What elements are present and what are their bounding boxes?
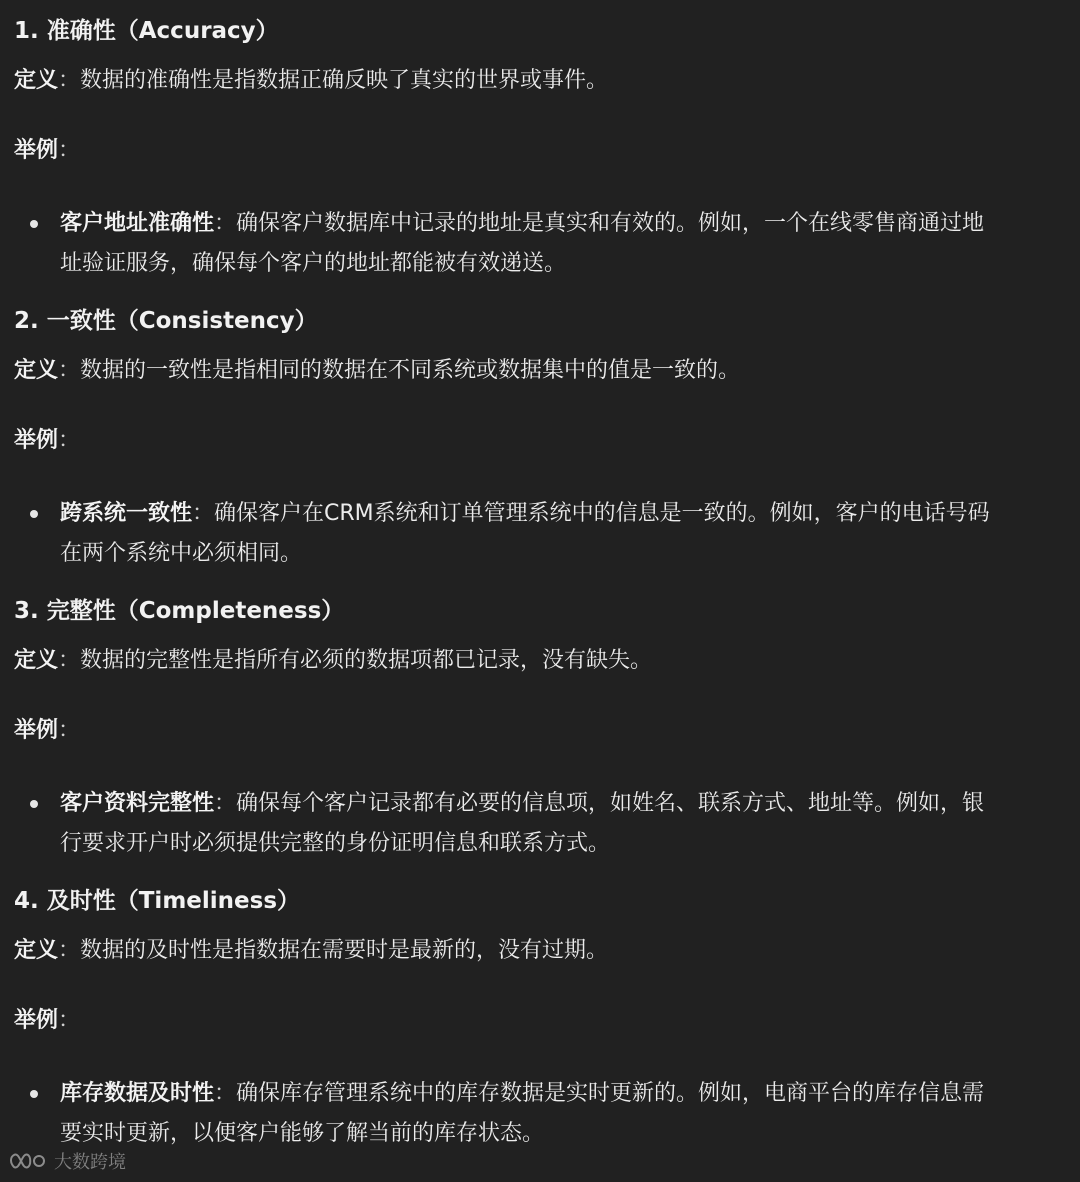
example-label: 举例 — [14, 718, 59, 743]
bullet-text-line1: 确保库存管理系统中的库存数据是实时更新的。例如，电商平台的库存信息需 — [236, 1081, 985, 1106]
section-title: 3. 完整性（Completeness） — [14, 598, 345, 624]
bullet-icon — [30, 1090, 38, 1098]
document-body — [14, 14, 1066, 1154]
bullet-icon — [30, 220, 38, 228]
section-timeliness — [14, 884, 1066, 1154]
bullet-label: 跨系统一致性 — [60, 501, 193, 526]
example-heading — [14, 134, 1066, 168]
example-colon: ： — [58, 138, 81, 163]
example-label: 举例 — [14, 1008, 59, 1033]
bullet-icon — [30, 510, 38, 518]
list-item — [14, 1074, 1066, 1154]
bullet-text-line1: 确保每个客户记录都有必要的信息项，如姓名、联系方式、地址等。例如，银 — [236, 791, 985, 816]
section-accuracy — [14, 14, 1066, 284]
definition-colon: ： — [58, 938, 81, 963]
example-colon: ： — [58, 1008, 81, 1033]
bullet-text-line1: 确保客户在CRM系统和订单管理系统中的信息是一致的。例如，客户的电话号码 — [214, 501, 990, 526]
example-heading — [14, 424, 1066, 458]
section-title: 4. 及时性（Timeliness） — [14, 888, 301, 914]
definition-colon: ： — [58, 648, 81, 673]
bullet-colon: ： — [214, 211, 237, 236]
example-colon: ： — [58, 428, 81, 453]
infinity-logo-icon — [8, 1149, 48, 1173]
example-colon: ： — [58, 718, 81, 743]
list-item — [14, 494, 1066, 574]
bullet-text-line2: 在两个系统中必须相同。 — [60, 541, 303, 566]
bullet-line-1 — [60, 204, 1066, 244]
bullet-text-line2: 要实时更新，以便客户能够了解当前的库存状态。 — [60, 1121, 545, 1146]
section-title: 1. 准确性（Accuracy） — [14, 18, 279, 44]
definition-colon: ： — [58, 358, 81, 383]
bullet-icon — [30, 800, 38, 808]
bullet-text-line2: 行要求开户时必须提供完整的身份证明信息和联系方式。 — [60, 831, 611, 856]
watermark — [8, 1146, 126, 1176]
definition-line — [14, 354, 1066, 388]
section-consistency — [14, 304, 1066, 574]
section-title: 2. 一致性（Consistency） — [14, 308, 318, 334]
bullet-colon: ： — [214, 791, 237, 816]
bullet-colon: ： — [192, 501, 215, 526]
example-heading — [14, 1004, 1066, 1038]
definition-text: 数据的一致性是指相同的数据在不同系统或数据集中的值是一致的。 — [80, 358, 741, 383]
bullet-label: 客户地址准确性 — [60, 211, 215, 236]
example-label: 举例 — [14, 428, 59, 453]
list-item — [14, 204, 1066, 284]
watermark-text: 大数跨境 — [54, 1152, 126, 1173]
definition-line — [14, 934, 1066, 968]
definition-label: 定义 — [14, 648, 59, 673]
definition-line — [14, 64, 1066, 98]
bullet-label: 客户资料完整性 — [60, 791, 215, 816]
definition-text: 数据的及时性是指数据在需要时是最新的，没有过期。 — [80, 938, 609, 963]
bullet-text-line2: 址验证服务，确保每个客户的地址都能被有效递送。 — [60, 251, 567, 276]
example-heading — [14, 714, 1066, 748]
bullet-colon: ： — [214, 1081, 237, 1106]
bullet-line-1 — [60, 1074, 1066, 1114]
definition-label: 定义 — [14, 358, 59, 383]
definition-text: 数据的完整性是指所有必须的数据项都已记录，没有缺失。 — [80, 648, 653, 673]
definition-text: 数据的准确性是指数据正确反映了真实的世界或事件。 — [80, 68, 609, 93]
section-completeness — [14, 594, 1066, 864]
bullet-line-1 — [60, 784, 1066, 824]
definition-line — [14, 644, 1066, 678]
list-item — [14, 784, 1066, 864]
bullet-text-line1: 确保客户数据库中记录的地址是真实和有效的。例如，一个在线零售商通过地 — [236, 211, 985, 236]
example-label: 举例 — [14, 138, 59, 163]
definition-colon: ： — [58, 68, 81, 93]
bullet-label: 库存数据及时性 — [60, 1081, 215, 1106]
bullet-line-1 — [60, 494, 1066, 534]
definition-label: 定义 — [14, 68, 59, 93]
definition-label: 定义 — [14, 938, 59, 963]
